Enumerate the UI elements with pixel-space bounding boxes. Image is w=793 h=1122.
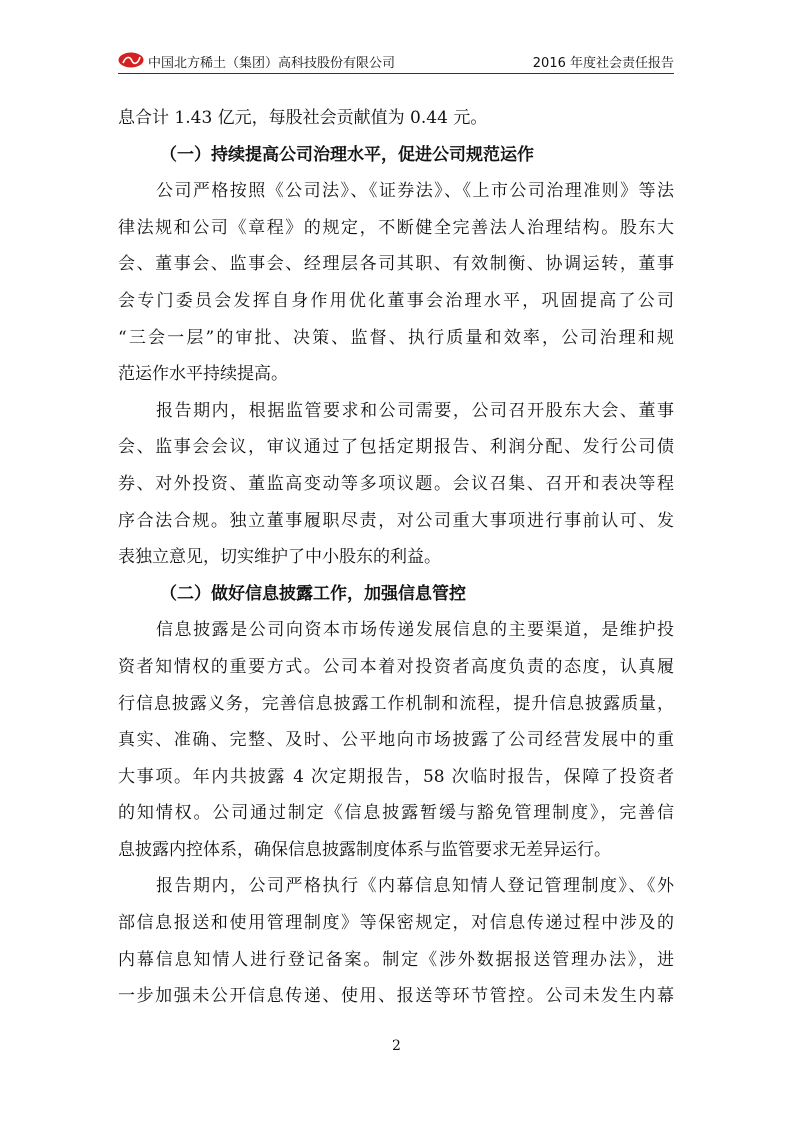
page-header <box>118 50 674 74</box>
body-text-line: 内幕信息知情人进行登记备案。制定《涉外数据报送管理办法》，进 <box>118 949 674 970</box>
document-body <box>118 100 674 1015</box>
body-text-line: 的知情权。公司通过制定《信息披露暂缓与豁免管理制度》，完善信 <box>118 803 674 824</box>
body-text-line: 律法规和公司《章程》的规定，不断健全完善法人治理结构。股东大 <box>118 217 674 238</box>
body-text-line: 息合计 1.43 亿元，每股社会贡献值为 0.44 元。 <box>118 108 488 128</box>
body-text-line: 信息披露是公司向资本市场传递发展信息的主要渠道，是维护投 <box>156 620 674 641</box>
body-text-line: 部信息报送和使用管理制度》等保密规定，对信息传递过程中涉及的 <box>118 913 674 934</box>
body-text-line: 行信息披露义务，完善信息披露工作机制和流程，提升信息披露质量， <box>118 693 674 714</box>
page-number: 2 <box>392 1038 401 1054</box>
body-text-line: 会专门委员会发挥自身作用优化董事会治理水平，巩固提高了公司 <box>118 290 674 311</box>
body-text-line: 息披露内控体系，确保信息披露制度体系与监管要求无差异运行。 <box>118 839 611 860</box>
body-text-line: 会、监事会会议，审议通过了包括定期报告、利润分配、发行公司债 <box>118 437 674 458</box>
body-text-line: “三会一层”的审批、决策、监督、执行质量和效率，公司治理和规 <box>118 327 674 348</box>
body-text-line: 表独立意见，切实维护了中小股东的利益。 <box>118 547 441 568</box>
body-text-line: 报告期内，公司严格执行《内幕信息知情人登记管理制度》、《外 <box>156 876 674 897</box>
body-text-line: 一步加强未公开信息传递、使用、报送等环节管控。公司未发生内幕 <box>118 986 674 1007</box>
body-text-line: 公司严格按照《公司法》、《证券法》、《上市公司治理准则》等法 <box>156 181 674 202</box>
company-logo-icon <box>118 52 144 68</box>
body-text-line: 资者知情权的重要方式。公司本着对投资者高度负责的态度，认真履 <box>118 656 674 677</box>
body-text-line: 会、董事会、监事会、经理层各司其职、有效制衡、协调运转，董事 <box>118 254 674 275</box>
section-heading: （一）持续提高公司治理水平，促进公司规范运作 <box>160 144 534 165</box>
body-text-line: 范运作水平持续提高。 <box>118 364 288 385</box>
company-name: 中国北方稀土（集团）高科技股份有限公司 <box>148 56 396 71</box>
body-text-line: 序合法合规。独立董事履职尽责，对公司重大事项进行事前认可、发 <box>118 510 674 531</box>
body-text-line: 大事项。年内共披露 4 次定期报告，58 次临时报告，保障了投资者 <box>118 766 674 787</box>
report-title: 2016 年度社会责任报告 <box>532 56 674 71</box>
body-text-line: 真实、准确、完整、及时、公平地向市场披露了公司经营发展中的重 <box>118 730 674 751</box>
body-text-line: 报告期内，根据监管要求和公司需要，公司召开股东大会、董事 <box>156 400 674 421</box>
body-text-line: 券、对外投资、董监高变动等多项议题。会议召集、召开和表决等程 <box>118 473 674 494</box>
header-rule <box>118 73 674 74</box>
section-heading: （二）做好信息披露工作，加强信息管控 <box>160 583 466 604</box>
